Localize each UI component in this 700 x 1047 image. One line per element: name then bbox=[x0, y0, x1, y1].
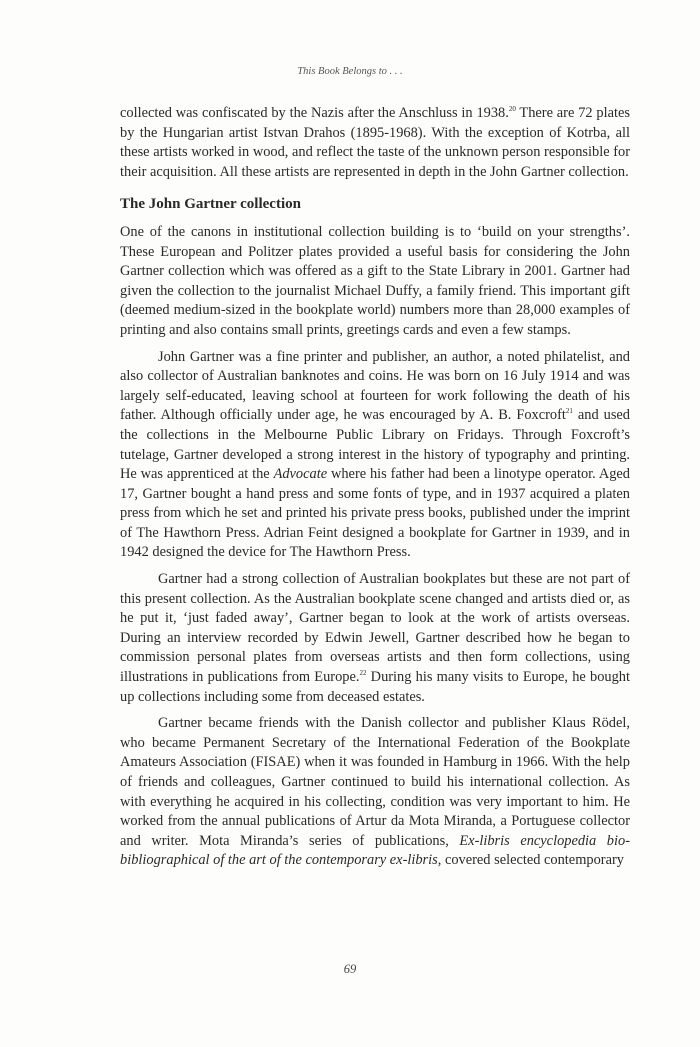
footnote-ref-20: 20 bbox=[508, 105, 516, 114]
page-number: 69 bbox=[343, 962, 357, 976]
page-body bbox=[120, 104, 630, 871]
italic-title-ex-libris: Ex-libris encyclopedia bio-bibliographical of the art of the contemporary ex-libris, bbox=[120, 832, 630, 869]
paragraph-5: Gartner became friends with the Danish collector and publisher Klaus Rödel, who became Permanent Secretary of the International Federation of the Bookplate Amateurs Association (FISAE) when it was founded in Hamburg in 1966. With the help of friends and colleagues, Gartner continued to build his international collection. As with everything he acquired in his collecting, condition was very important to him. He worked from the annual publications of Artur da Mota Miranda, a Portuguese collector and writer. Mota Miranda’s series of publications, Ex-libris encyclopedia bio-bibliographical of the art of the contemporary ex-libris, covered selected contemporary bbox=[120, 715, 630, 869]
paragraph-4: Gartner had a strong collection of Australian bookplates but these are not part of this present collection. As the Australian bookplate scene changed and artists died or, as he put it, ‘just faded away’, Gartner began to look at the work of artists overseas. During an interview recorded by Edwin Jewell, Gartner described how he began to commission personal plates from overseas artists and then form collections, using illustrations in publications from Europe.$^{22}$ During his many visits to Europe, he bought up collections including some from deceased estates. bbox=[120, 571, 630, 705]
footnote-ref-21: 21 bbox=[565, 407, 573, 416]
paragraph-1: collected was confiscated by the Nazis after the Anschluss in 1938.20 There are 72 plates by the Hungarian artist Istvan Drahos (1895-1968). With the exception of Kotrba, all these artists worked in wood, and reflect the taste of the unknown person responsible for their acquisition. All these artists are represented in depth in the John Gartner collection. bbox=[120, 105, 630, 180]
paragraph-3: John Gartner was a fine printer and publisher, an author, a noted philatelist, and also collector of Australian banknotes and coins. He was born on 16 July 1914 and was largely self-educated, leaving school at fourteen for work following the death of his father. Although officially under age, he was encouraged by A. B. Foxcroft$^{21}$ and used the collections in the Melbourne Public Library on Fridays. Through Foxcroft’s tutelage, Gartner developed a strong interest in the history of typography and printing. He was apprenticed at the Advocate where his father had been a linotype operator. Aged 17, Gartner bought a hand press and some fonts of type, and in 1937 acquired a platen press from which he set and printed his private press books, published under the imprint of The Hawthorn Press. Adrian Feint designed a bookplate for Gartner in 1939, and in 1942 designed the device for The Hawthorn Press. bbox=[120, 348, 630, 561]
running-header: This Book Belongs to . . . bbox=[297, 66, 403, 77]
section-heading: The John Gartner collection bbox=[120, 196, 301, 213]
italic-title-advocate: Advocate bbox=[273, 466, 328, 483]
paragraph-2: One of the canons in institutional collection building is to ‘build on your strengths’. These European and Politzer plates provided a useful basis for considering the John Gartner collection which was offered as a gift to the State Library in 2001. Gartner had given the collection to the journalist Michael Duffy, a family friend. This important gift (deemed medium-sized in the bookplate world) numbers more than 28,000 examples of printing and also contains small prints, greetings cards and even a few stamps. bbox=[120, 223, 630, 338]
footnote-ref-22: 22 bbox=[359, 669, 367, 678]
